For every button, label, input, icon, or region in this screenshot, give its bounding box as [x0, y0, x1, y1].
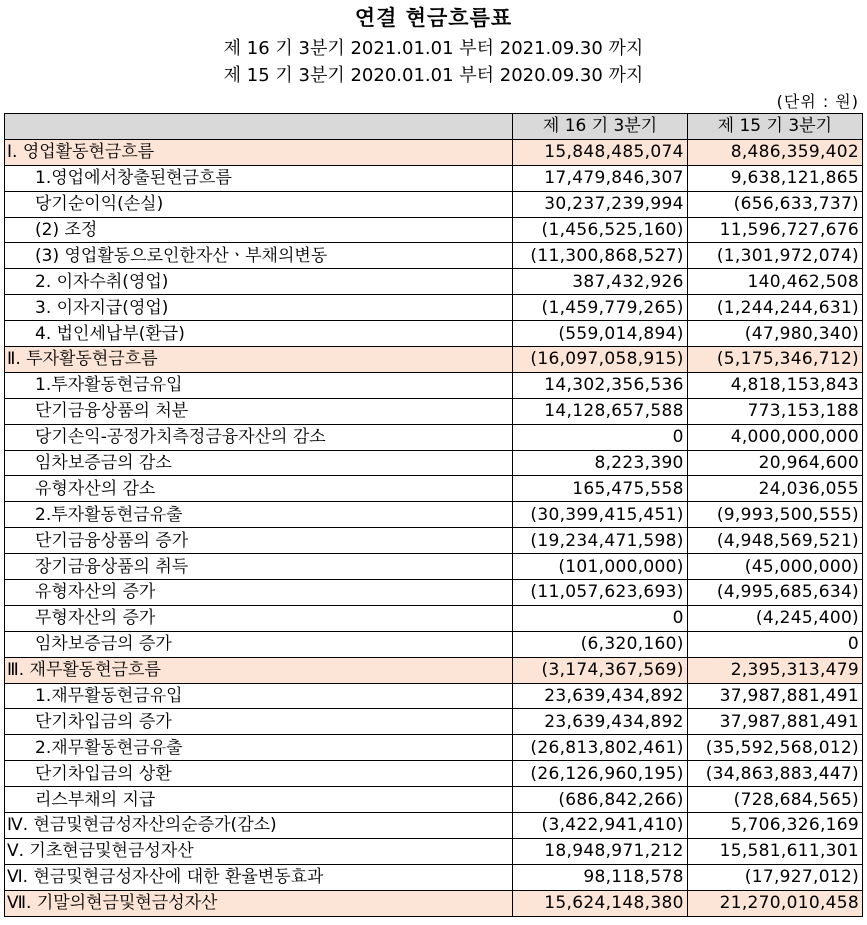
row-label: Ⅲ. 재무활동현금흐름: [5, 657, 513, 683]
row-label: 3. 이자지급(영업): [5, 295, 513, 321]
row-label: Ⅵ. 현금및현금성자산에 대한 환율변동효과: [5, 864, 513, 890]
row-label: 무형자산의 증가: [5, 605, 513, 631]
unit-label: (단위 : 원): [776, 92, 859, 111]
row-label: Ⅰ. 영업활동현금흐름: [5, 139, 513, 165]
current-period-value: (16,097,058,915): [513, 347, 687, 373]
prior-period-value: (4,948,569,521): [687, 528, 862, 554]
current-period-value: 98,118,578: [513, 864, 687, 890]
row-label: 1.영업에서창출된현금흐름: [5, 165, 513, 191]
current-period-value: (26,813,802,461): [513, 735, 687, 761]
row-label: Ⅴ. 기초현금및현금성자산: [5, 838, 513, 864]
row-label: 리스부채의 지급: [5, 787, 513, 813]
table-row: [5, 657, 863, 683]
prior-period-value: 140,462,508: [687, 269, 862, 295]
current-period-value: 14,302,356,536: [513, 372, 687, 398]
table-row: [5, 269, 863, 295]
period-current: 제 16 기 3분기 2021.01.01 부터 2021.09.30 까지: [223, 38, 644, 59]
current-period-value: 8,223,390: [513, 450, 687, 476]
prior-period-value: 2,395,313,479: [687, 657, 862, 683]
prior-period-value: (656,633,737): [687, 191, 862, 217]
current-period-value: 0: [513, 424, 687, 450]
row-label: 유형자산의 감소: [5, 476, 513, 502]
prior-period-value: 773,153,188: [687, 398, 862, 424]
row-label: 2.투자활동현금유출: [5, 502, 513, 528]
prior-period-value: (45,000,000): [687, 554, 862, 580]
current-period-value: 14,128,657,588: [513, 398, 687, 424]
prior-period-value: 5,706,326,169: [687, 813, 862, 839]
prior-period-value: (1,301,972,074): [687, 243, 862, 269]
current-period-value: (559,014,894): [513, 321, 687, 347]
header-current-period: 제 16 기 3분기: [513, 114, 687, 140]
table-row: [5, 191, 863, 217]
header-label: [5, 114, 513, 140]
current-period-value: 0: [513, 605, 687, 631]
prior-period-value: (728,684,565): [687, 787, 862, 813]
current-period-value: (26,126,960,195): [513, 761, 687, 787]
prior-period-value: (35,592,568,012): [687, 735, 862, 761]
table-row: [5, 347, 863, 373]
current-period-value: (3,422,941,410): [513, 813, 687, 839]
prior-period-value: (34,863,883,447): [687, 761, 862, 787]
statement-title: 연결 현금흐름표: [354, 6, 513, 30]
row-label: (3) 영업활동으로인한자산ㆍ부채의변동: [5, 243, 513, 269]
current-period-value: (11,300,868,527): [513, 243, 687, 269]
table-row: [5, 372, 863, 398]
row-label: 단기차입금의 증가: [5, 709, 513, 735]
prior-period-value: (47,980,340): [687, 321, 862, 347]
row-label: 단기차입금의 상환: [5, 761, 513, 787]
row-label: 당기순이익(손실): [5, 191, 513, 217]
prior-period-value: (5,175,346,712): [687, 347, 862, 373]
current-period-value: 165,475,558: [513, 476, 687, 502]
table-row: [5, 139, 863, 165]
row-label: 단기금융상품의 처분: [5, 398, 513, 424]
current-period-value: (19,234,471,598): [513, 528, 687, 554]
table-body: [5, 139, 863, 916]
row-label: 2.재무활동현금유출: [5, 735, 513, 761]
table-row: [5, 787, 863, 813]
current-period-value: (11,057,623,693): [513, 580, 687, 606]
row-label: 4. 법인세납부(환급): [5, 321, 513, 347]
cash-flow-table: [4, 113, 863, 917]
table-row: [5, 813, 863, 839]
table-row: [5, 502, 863, 528]
current-period-value: (101,000,000): [513, 554, 687, 580]
current-period-value: 23,639,434,892: [513, 709, 687, 735]
row-label: 단기금융상품의 증가: [5, 528, 513, 554]
current-period-value: 387,432,926: [513, 269, 687, 295]
current-period-value: (6,320,160): [513, 631, 687, 657]
period-prior: 제 15 기 3분기 2020.01.01 부터 2020.09.30 까지: [223, 65, 644, 86]
current-period-value: 30,237,239,994: [513, 191, 687, 217]
table-row: [5, 165, 863, 191]
table-row: [5, 476, 863, 502]
table-row: [5, 217, 863, 243]
prior-period-value: 0: [687, 631, 862, 657]
prior-period-value: 37,987,881,491: [687, 683, 862, 709]
prior-period-value: 9,638,121,865: [687, 165, 862, 191]
table-row: [5, 321, 863, 347]
prior-period-value: (4,995,685,634): [687, 580, 862, 606]
row-label: Ⅶ. 기말의현금및현금성자산: [5, 890, 513, 916]
row-label: 장기금융상품의 취득: [5, 554, 513, 580]
table-row: [5, 243, 863, 269]
prior-period-value: (4,245,400): [687, 605, 862, 631]
row-label: (2) 조정: [5, 217, 513, 243]
row-label: Ⅱ. 투자활동현금흐름: [5, 347, 513, 373]
current-period-value: (3,174,367,569): [513, 657, 687, 683]
current-period-value: (30,399,415,451): [513, 502, 687, 528]
current-period-value: 18,948,971,212: [513, 838, 687, 864]
table-row: [5, 761, 863, 787]
prior-period-value: 21,270,010,458: [687, 890, 862, 916]
row-label: 임차보증금의 감소: [5, 450, 513, 476]
table-row: [5, 864, 863, 890]
row-label: 1.재무활동현금유입: [5, 683, 513, 709]
prior-period-value: (9,993,500,555): [687, 502, 862, 528]
prior-period-value: (1,244,244,631): [687, 295, 862, 321]
table-row: [5, 450, 863, 476]
table-row: [5, 631, 863, 657]
row-label: 유형자산의 증가: [5, 580, 513, 606]
prior-period-value: 15,581,611,301: [687, 838, 862, 864]
table-row: [5, 605, 863, 631]
row-label: 당기손익-공정가치측정금융자산의 감소: [5, 424, 513, 450]
table-row: [5, 683, 863, 709]
row-label: 임차보증금의 증가: [5, 631, 513, 657]
current-period-value: 15,624,148,380: [513, 890, 687, 916]
table-row: [5, 580, 863, 606]
prior-period-value: 24,036,055: [687, 476, 862, 502]
prior-period-value: (17,927,012): [687, 864, 862, 890]
table-header-row: [5, 114, 863, 140]
row-label: 1.투자활동현금유입: [5, 372, 513, 398]
header-prior-period: 제 15 기 3분기: [687, 114, 862, 140]
current-period-value: (1,456,525,160): [513, 217, 687, 243]
table-row: [5, 890, 863, 916]
table-row: [5, 554, 863, 580]
table-row: [5, 424, 863, 450]
table-row: [5, 709, 863, 735]
table-row: [5, 528, 863, 554]
row-label: Ⅳ. 현금및현금성자산의순증가(감소): [5, 813, 513, 839]
table-row: [5, 838, 863, 864]
prior-period-value: 11,596,727,676: [687, 217, 862, 243]
current-period-value: (1,459,779,265): [513, 295, 687, 321]
prior-period-value: 37,987,881,491: [687, 709, 862, 735]
table-row: [5, 398, 863, 424]
prior-period-value: 4,000,000,000: [687, 424, 862, 450]
current-period-value: 15,848,485,074: [513, 139, 687, 165]
current-period-value: 17,479,846,307: [513, 165, 687, 191]
prior-period-value: 8,486,359,402: [687, 139, 862, 165]
prior-period-value: 4,818,153,843: [687, 372, 862, 398]
table-row: [5, 735, 863, 761]
row-label: 2. 이자수취(영업): [5, 269, 513, 295]
prior-period-value: 20,964,600: [687, 450, 862, 476]
current-period-value: 23,639,434,892: [513, 683, 687, 709]
table-row: [5, 295, 863, 321]
current-period-value: (686,842,266): [513, 787, 687, 813]
